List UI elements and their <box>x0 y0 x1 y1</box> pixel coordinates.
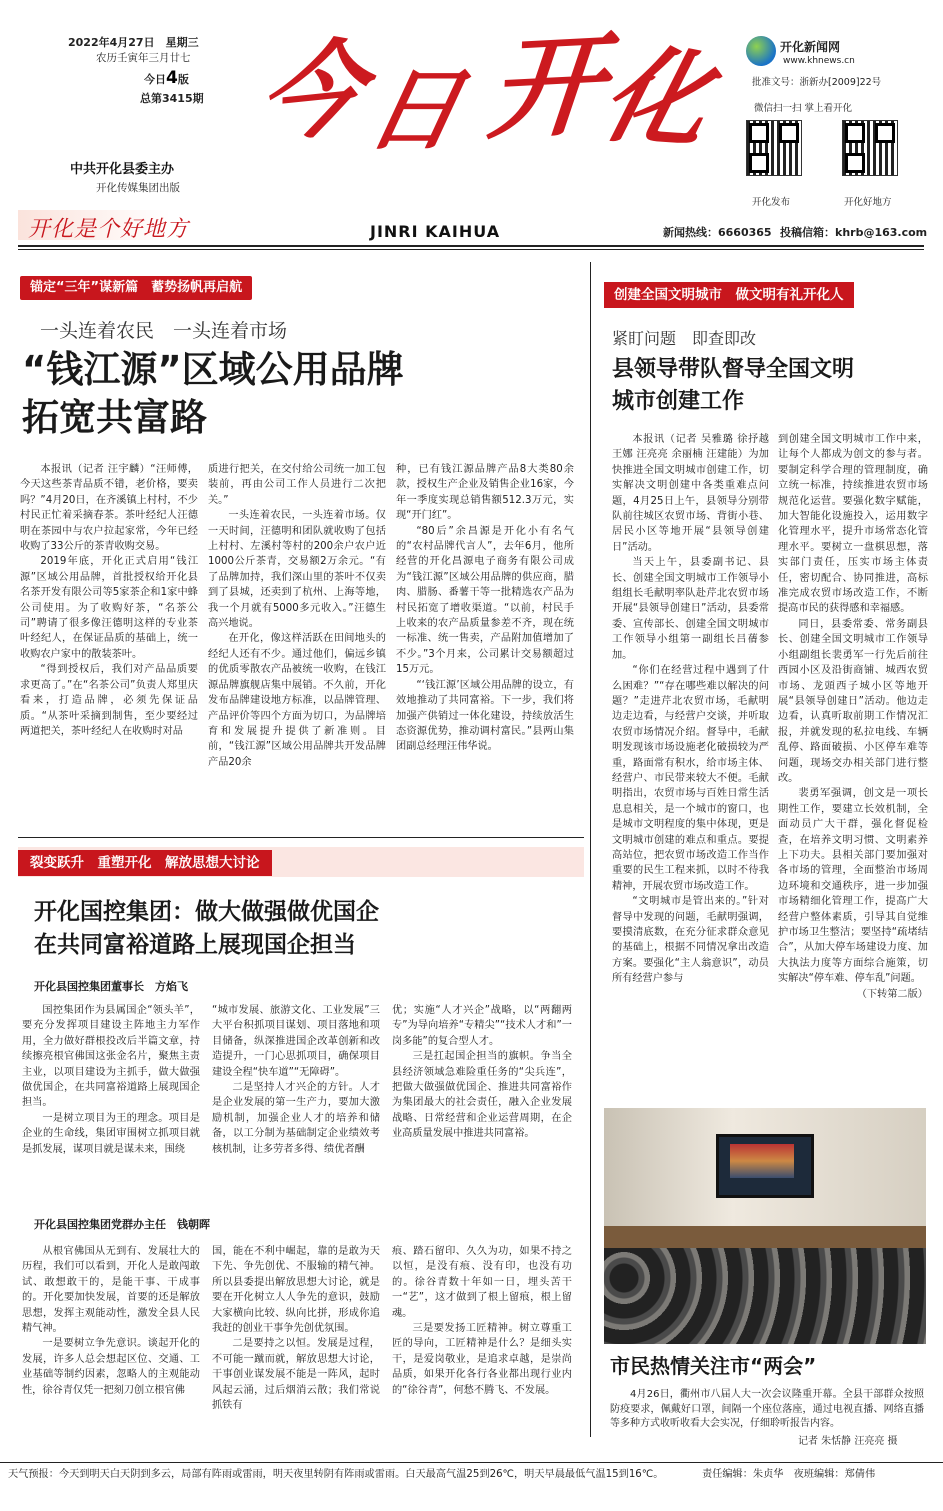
site-url: www.khnews.cn <box>783 56 855 66</box>
article2-column-2 <box>778 432 928 1104</box>
article3-s2-column-3 <box>392 1244 572 1440</box>
weather-forecast: 天气预报：今天到明天白天阴到多云，局部有阵雨或雷雨，明天夜里转阴有阵雨或雷雨。白天最高气温25到26℃，明天早晨最低气温15到16℃。 <box>8 1469 664 1480</box>
article3-title <box>34 896 379 962</box>
article1-column-3 <box>396 462 574 812</box>
paragraph: 一头连着农民，一头连着市场。仅一天时间，汪德明和团队就收购了包括上村村、左溪村等村的200余户农户近1000公斤茶青，交易额2万余元。“有了品牌加持，我们深山里的茶叶不仅卖到了县城，还卖到了杭州、上海等地，我一个月就有5000多元收入。”汪德生高兴地说。 <box>208 510 386 630</box>
photo-tv-image <box>730 1144 794 1178</box>
masthead-logo <box>255 19 730 178</box>
article2-kicker: 紧盯问题 即查即改 <box>612 329 757 348</box>
sponsor: 中共开化县委主办 <box>70 162 175 177</box>
paragraph: 国，能在不利中崛起，靠的是敢为天下先、争先创优、不服输的精气神。所以县委提出解放思想大讨论，就是要在开化树立人人争先的意识，鼓励大家横向比较、纵向比拼，形成你追我赶的创业干事争先创优氛围。 <box>212 1246 380 1335</box>
paragraph: 三是扛起国企担当的旗帜。争当全县经济领域急难险重任务的“尖兵连”，把做大做强做优国企、推进共同富裕作为集团最大的社会责任，融入企业发展战略、日常经营和企业运营周期，在企业高质量发展中推进共同富裕。 <box>392 1051 572 1140</box>
article1-column-1 <box>20 462 198 812</box>
masthead-char-4: 化 <box>590 32 724 163</box>
vertical-divider <box>590 262 591 1437</box>
article2-banner: 创建全国文明城市 做文明有礼开化人 <box>604 282 854 308</box>
issue-total: 总第3415期 <box>140 92 204 105</box>
article1-title-line-1: “钱江源”区域公用品牌 <box>22 348 404 391</box>
publisher: 开化传媒集团出版 <box>96 182 180 194</box>
article3-s1-column-3 <box>392 1003 572 1201</box>
paragraph: 当天上午，县委副书记、县长、创建全国文明城市工作领导小组组长毛献明率队赴芹北农贸市场开展“县领导创建日”活动，县委常委、宣传部长、创建全国文明城市工作领导小组第一副组长吕蒨参加。 <box>612 557 769 661</box>
paragraph: “80后”余昌源是开化小有名气的“农村品牌代言人”，去年6月，他所经营的开化昌源电子商务有限公司成为“钱江源”区域公用品牌的供应商，腊肉、腊肠、番薯干等一批精选农产品为村民拓宽了增收渠道。“以前，村民手上收来的农产品质量参差不齐，现在统一标准、统一售卖，产品附加值增加了不少。”3个月来，公司累计交易额超过15万元。 <box>396 525 574 676</box>
qr-label-1: 开化发布 <box>752 197 791 208</box>
paragraph: “你们在经营过程中遇到了什么困难？”“存在哪些难以解决的问题？”走进芹北农贸市场，毛献明边走边看，与经营户交谈，并听取农贸市场情况介绍。督导中，毛献明发现该市场设施老化破损较为严重，路面常有积水，给市场主体、经营户、市民带来较大不便。毛献明指出，农贸市场与百姓日常生活息息相关，是一个城市的窗口，也是城市文明程度的集中体现，更是文明城市创建的难点和重点。要提高站位，把农贸市场改造工作当作重要的民生工程来抓，以时不待我精神，开展农贸市场改造工作。 <box>612 665 769 892</box>
paragraph: 本报讯（记者 汪宇麟）“汪师傅，今天这些茶青品质不错，老价格，要卖吗？”4月20日，在齐溪镇上村村，不少村民正忙着采摘春茶。茶叶经纪人汪德明在茶园中与农户拉起家常，今年已经收购了33公斤的茶青收购交易。 <box>20 464 198 553</box>
masthead-char-2: 日 <box>358 57 472 163</box>
issue-date: 2022年4月27日 星期三 <box>68 36 199 49</box>
paragraph: 一是要树立争先意识。谈起开化的发展，许多人总会想起区位、交通、工业基础等制约因素，忽略人的主观能动性，徐谷青仅凭一把刻刀创立根官佛 <box>22 1338 200 1396</box>
paragraph: “得到授权后，我们对产品品质要求更高了。”在“名茶公司”负责人郑里庆看来，打造品牌，必须先保证品质。“从茶叶采摘到制售，至少要经过两道把关，茶叶经纪人在收购时对品 <box>20 664 198 737</box>
article3-s2-column-1 <box>22 1244 200 1440</box>
photo-caption: 4月26日，衢州市八届人大一次会议隆重开幕。全县干部群众按照防疫要求，佩戴好口罩，间隔一个座位落座，通过电视直播、网络直播等多种方式收听收看大会实况，仔细聆听报告内容。 <box>610 1389 924 1429</box>
site-license: 批准文号：浙新办[2009]22号 <box>752 77 882 88</box>
paragraph: “城市发展、旅游文化、工业发展”三大平台积抓项目谋划、项目落地和项目储备，纵深推进国企改革创新和改造提升，一门心思抓项目，确保项目建设全程“快车道”“无障碍”。 <box>212 1005 380 1078</box>
email: 投稿信箱：khrb@163.com <box>780 226 928 239</box>
site-logo-icon <box>746 36 776 66</box>
paragraph: 到创建全国文明城市工作中来，让每个人都成为创文的参与者。要制定科学合理的管理制度，确立统一标准，持续推进农贸市场规范化运营。要强化数字赋能，加大智能化设施投入，运用数字化管理水平，提升市场常态化管理水平。要树立一盘棋思想，落实部门责任，压实市场主体责任，密切配合、协同推进，高标准完成农贸市场改造工作，不断提高市民的获得感和幸福感。 <box>778 434 928 615</box>
article3-byline-2: 开化县国控集团党群办主任 钱朝晖 <box>34 1218 210 1231</box>
slogan: 开化是个好地方 <box>28 217 190 242</box>
paragraph: 优；实施“人才兴企”战略，以“两翻两专”为导向培养“专精尖”“技术人才和”一岗多能”的复合型人才。 <box>392 1005 572 1047</box>
qr-code-icon <box>746 120 802 176</box>
article3-banner-text: 裂变跃升 重塑开化 解放思想大讨论 <box>18 850 272 876</box>
hotline: 新闻热线：6660365 <box>663 226 772 239</box>
paragraph: “文明城市是管出来的。”针对督导中发现的问题，毛献明强调，要摸清底数，在充分征求群众意见的基础上，根据不同情况拿出改造方案。要强化“主人翁意识”，动员所有经营户参与 <box>612 896 769 985</box>
site-name: 开化新闻网 <box>780 40 841 54</box>
article2-column-1 <box>612 432 769 1104</box>
article3-byline-1: 开化县国控集团董事长 方焰飞 <box>34 980 188 993</box>
article1-kicker: 一头连着农民 一头连着市场 <box>40 320 288 342</box>
qr-caption: 微信扫一扫 掌上看开化 <box>754 103 853 114</box>
section-rule <box>18 837 584 838</box>
paragraph: 本报讯（记者 吴雅璐 徐抒越 王娜 汪亮亮 余丽楠 汪建能）为加快推进全国文明城市创建工作，切实解决文明创建中各类重难点问题，4月25日上午，县领导分别带队前往城区农贸市场、背街小巷、居民小区等地开展“县领导创建日”活动。 <box>612 434 769 553</box>
article1-column-2 <box>208 462 386 812</box>
header-rule <box>18 245 924 247</box>
paragraph: 二是坚持人才兴企的方针。人才是企业发展的第一生产力，要加大激励机制，加强企业人才的培养和储备，以工分制为基础制定企业绩效考核机制，让多劳者多得、绩优者酬 <box>212 1082 380 1155</box>
masthead-char-1: 今 <box>255 24 370 159</box>
paragraph: 二是要持之以恒。发展是过程，不可能一蹴而就，解放思想大讨论，干事创业谋发展不能是一阵风，起时风起云涌，过后烟消云散；我们常说抓铁有 <box>212 1338 380 1412</box>
paragraph: 2019年底，开化正式启用“钱江源”区域公用品牌，首批授权给开化县名茶开发有限公司等5家茶企和1家中蜂公司使用。为了收购好茶，“名茶公司”聘请了很多像汪德明这样的专业茶叶经纪人，在保证品质的基础上，统一收购农户家中的散装茶叶。 <box>20 556 198 660</box>
header-rule-thin <box>18 249 924 250</box>
paragraph: 质进行把关，在交付给公司统一加工包装前，再由公司工作人员进行二次把关。” <box>208 464 386 506</box>
article3-s1-column-2 <box>212 1003 380 1201</box>
paragraph: “‘钱江源’区域公用品牌的设立，有效地推动了共同富裕。下一步，我们将加强产供销过一体化建设，持续放活生态资源优势，推动调村富民。”县两山集团副总经理汪伟华说。 <box>396 679 574 753</box>
paragraph: 裴勇军强调，创文是一项长期性工作，要建立长效机制，全面动员广大干群，强化督促检查，在培养文明习惯、文明素养上下功夫。县相关部门要加强对各市场的管理，全面整治市场周边环境和交通秩序，进一步加强市场精细化管理工作，提高广大经营户整体素质，引导其自觉维护市场卫生整洁；要坚持“疏堵结合”，从加大停车场建设力度、加大执法力度等方面综合施策，切实解决“停车难、停车乱”问题。 <box>778 788 928 985</box>
paragraph: 国控集团作为县属国企“领头羊”，要充分发挥项目建设主阵地主力军作用，全力做好群根投改后半篇文章，持续擦亮根官佛国这张金名片，聚焦主责主业，以项目建设为主抓手，做大做强做优国企，在共同富裕道路上展现国企担当。 <box>22 1005 200 1109</box>
article1-banner: 锚定“三年”谋新篇 蓄势扬帆再启航 <box>20 276 252 300</box>
paragraph: 同日，县委常委、常务副县长、创建全国文明城市工作领导小组副组长裴勇军一行先后前往西园小区及沿街商铺、城西农贸市场、龙頭西子城小区等地开展“县领导创建日”活动。他边走边看，认真听取前期工作情况汇报，并就发现的私拉电线、车辆乱停、路面破损、小区停车难等问题，现场交办相关部门进行整改。 <box>778 618 928 784</box>
editors: 责任编辑：朱贞华 夜班编辑：郑倩伟 <box>702 1469 876 1480</box>
qr-code-icon <box>842 120 898 176</box>
article2-title-line-1: 县领导带队督导全国文明 <box>612 357 855 382</box>
paragraph: 在开化，像这样活跃在田间地头的经纪人还有不少。通过他们，偏远乡镇的优质零散农产品被统一收购，在钱江源品牌旗舰店集中展销。不久前，开化发布品牌建设地方标准，以品牌管理、产品评价等四个方面为切口，为品牌培育和发展提升提供了新准则。目前，“钱江源”区域公用品牌共开发品牌产品20余 <box>208 633 386 768</box>
lunar-date: 农历壬寅年三月廿七 <box>96 52 191 64</box>
paragraph: 从根官佛国从无到有、发展壮大的历程，我们可以看到，开化人是敢闯敢试、敢想敢干的，是能干事、干成事的。开化要加快发展，首要的还是解放思想，发挥主观能动性，激发全县人民精气神。 <box>22 1246 200 1335</box>
article1-title <box>22 346 404 442</box>
meeting-photo <box>604 1108 926 1344</box>
article3-s2-column-2 <box>212 1244 380 1440</box>
photo-caption-title: 市民热情关注市“两会” <box>610 1354 817 1378</box>
footer-rule <box>0 1462 943 1463</box>
qr-label-2: 开化好地方 <box>844 197 892 208</box>
today-pages: 今日4版 <box>144 68 189 88</box>
paragraph: 痕、踏石留印、久久为功，如果不持之以恒，是没有痕、没有印，也没有功的。徐谷青数十年如一日，埋头苦干一“艺”，这才做到了根上留痕，根上留魂。 <box>392 1246 572 1319</box>
article1-title-line-2: 拓宽共富路 <box>22 396 207 439</box>
paragraph: 一是树立项目为王的理念。项目是企业的生命线，集团审围树立抓项目就是抓发展，谋项目就是谋未来，围绕 <box>22 1112 200 1155</box>
photo-credit: 记者 朱恬静 汪亮亮 摄 <box>798 1436 898 1447</box>
continued-note: （下转第二版） <box>856 988 928 1000</box>
paragraph: 三是要发扬工匠精神。树立尊重工匠的导向，工匠精神是什么？是细头实干，是爱岗敬业，是追求卓越，是崇尚品质，如果开化各行各业都出现行业内的“徐谷青”，何愁不腾飞、不发展。 <box>392 1323 572 1396</box>
masthead-char-3: 开 <box>483 19 609 156</box>
article3-title-line-2: 在共同富裕道路上展现国企担当 <box>34 932 356 958</box>
article2-title-line-2: 城市创建工作 <box>612 389 745 414</box>
photo-audience <box>604 1248 926 1344</box>
article3-s1-column-1 <box>22 1003 200 1201</box>
photo-desk <box>604 1226 926 1250</box>
article2-title <box>612 354 854 418</box>
masthead-pinyin: JINRI KAIHUA <box>370 222 501 241</box>
paragraph: 种，已有钱江源品牌产品8大类80余款，授权生产企业及销售企业16家，今年一季度实现总销售额512.3万元，实现“开门红”。 <box>396 464 574 522</box>
article3-title-line-1: 开化国控集团：做大做强做优国企 <box>34 899 379 925</box>
